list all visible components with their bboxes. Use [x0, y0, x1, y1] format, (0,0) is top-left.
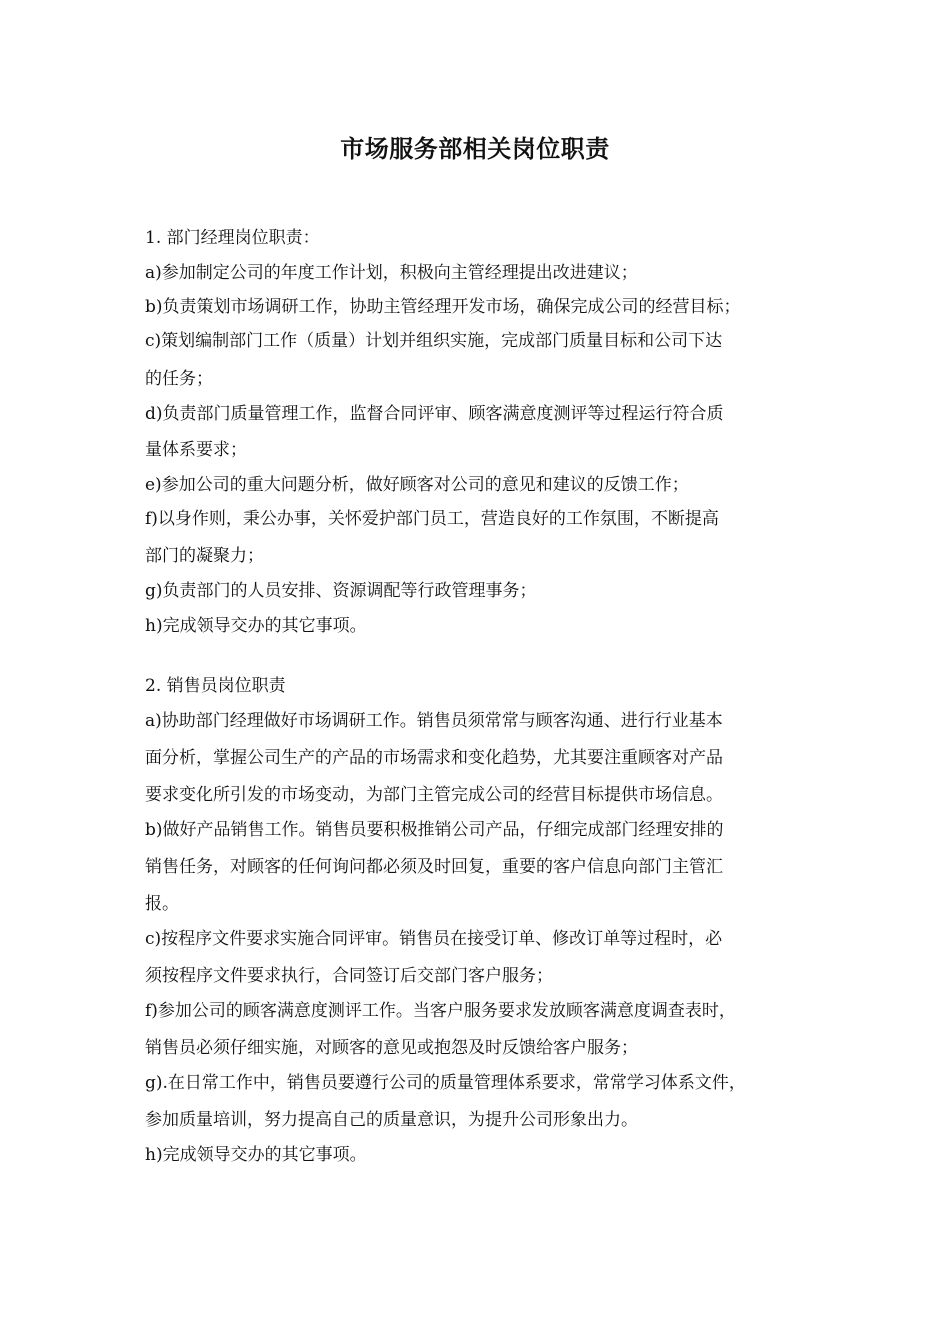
section1-line-c: c)策划编制部门工作（质量）计划并组织实施，完成部门质量目标和公司下达 [145, 331, 723, 351]
section2-line-h: h)完成领导交办的其它事项。 [145, 1145, 367, 1165]
section1-heading: 1. 部门经理岗位职责： [145, 228, 320, 248]
section2-heading: 2. 销售员岗位职责 [145, 676, 286, 696]
section2-line-f-cont: 销售员必须仔细实施，对顾客的意见或抱怨及时反馈给客户服务； [145, 1038, 638, 1058]
section1-line-d: d)负责部门质量管理工作，监督合同评审、顾客满意度测评等过程运行符合质 [145, 404, 724, 424]
section2-line-g: g).在日常工作中，销售员要遵行公司的质量管理体系要求，常常学习体系文件， [145, 1073, 746, 1093]
section2-line-a-cont2: 要求变化所引发的市场变动，为部门主管完成公司的经营目标提供市场信息。 [145, 785, 723, 805]
section1-line-g: g)负责部门的人员安排、资源调配等行政管理事务； [145, 581, 537, 601]
section1-line-e: e)参加公司的重大问题分析，做好顾客对公司的意见和建议的反馈工作； [145, 475, 689, 495]
section1-line-a: a)参加制定公司的年度工作计划，积极向主管经理提出改进建议； [145, 263, 638, 283]
section1-line-c-cont: 的任务； [145, 369, 213, 389]
section2-line-b: b)做好产品销售工作。销售员要积极推销公司产品，仔细完成部门经理安排的 [145, 820, 724, 840]
section2-line-b-cont1: 销售任务，对顾客的任何询问都必须及时回复，重要的客户信息向部门主管汇 [145, 857, 723, 877]
section1-line-f: f)以身作则，秉公办事，关怀爱护部门员工，营造良好的工作氛围，不断提高 [145, 509, 719, 529]
section1-line-h: h)完成领导交办的其它事项。 [145, 616, 367, 636]
section1-line-d-cont: 量体系要求； [145, 440, 247, 460]
section2-line-c-cont: 须按程序文件要求执行，合同签订后交部门客户服务； [145, 966, 553, 986]
section2-line-f: f)参加公司的顾客满意度测评工作。当客户服务要求发放顾客满意度调查表时， [145, 1001, 736, 1021]
section2-line-c: c)按程序文件要求实施合同评审。销售员在接受订单、修改订单等过程时，必 [145, 929, 723, 949]
section2-line-a: a)协助部门经理做好市场调研工作。销售员须常常与顾客沟通、进行行业基本 [145, 711, 723, 731]
document-title: 市场服务部相关岗位职责 [340, 134, 610, 163]
section2-line-b-cont2: 报。 [145, 894, 179, 914]
section1-line-f-cont: 部门的凝聚力； [145, 546, 264, 566]
section2-line-a-cont1: 面分析，掌握公司生产的产品的市场需求和变化趋势，尤其要注重顾客对产品 [145, 748, 723, 768]
section1-line-b: b)负责策划市场调研工作，协助主管经理开发市场，确保完成公司的经营目标； [145, 297, 741, 317]
section2-line-g-cont: 参加质量培训，努力提高自己的质量意识，为提升公司形象出力。 [145, 1110, 638, 1130]
